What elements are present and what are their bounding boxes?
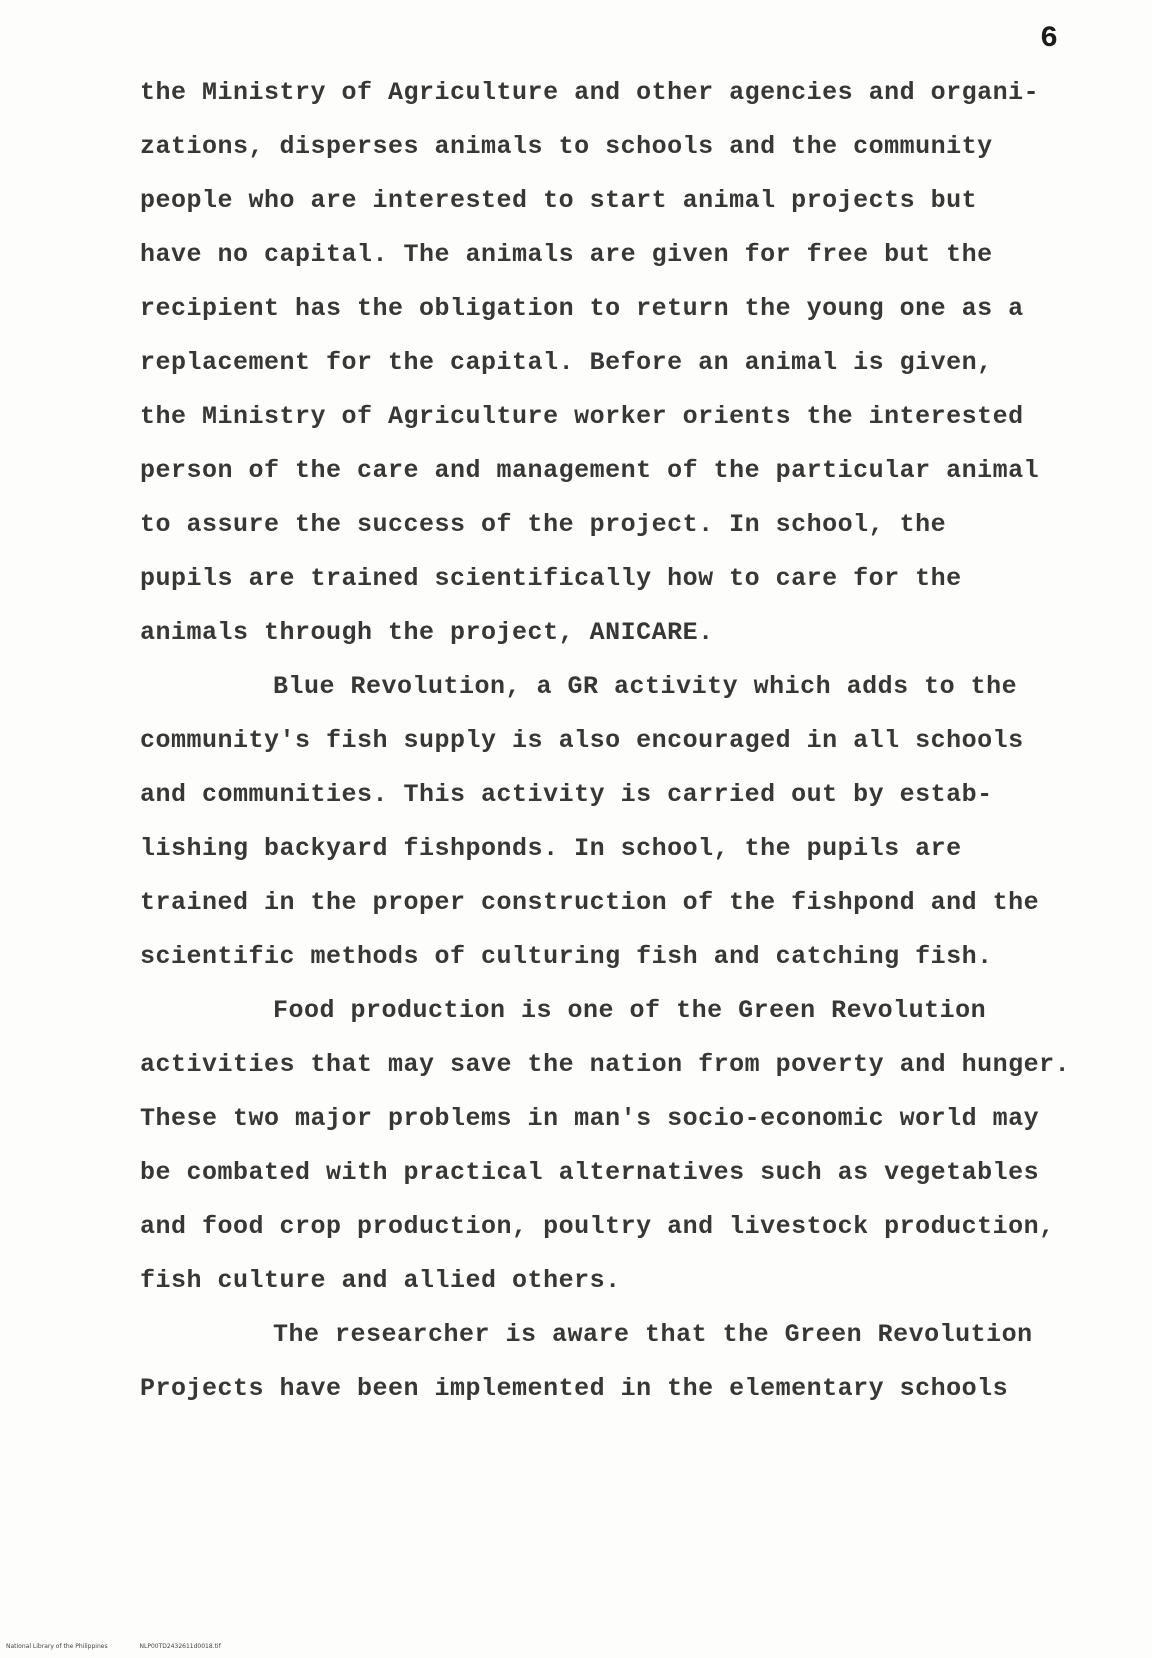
text-line: activities that may save the nation from poverty and hunger. [140,1050,1071,1079]
paragraph-first-line: Food production is one of the Green Revolution [273,996,987,1025]
text-line: community's fish supply is also encouraged in all schools [140,726,1024,755]
text-line: scientific methods of culturing fish and catching fish. [140,942,993,971]
footer-library: National Library of the Philippines [6,1643,108,1650]
text-line: replacement for the capital. Before an animal is given, [140,348,993,377]
text-line: be combated with practical alternatives such as vegetables [140,1158,1040,1187]
text-line: lishing backyard fishponds. In school, the pupils are [140,834,962,863]
text-line: These two major problems in man's socio-economic world may [140,1104,1040,1133]
paragraph-first-line: The researcher is aware that the Green Revolution [273,1320,1033,1349]
text-line: Projects have been implemented in the elementary schools [140,1374,1009,1403]
text-line: pupils are trained scientifically how to care for the [140,564,962,593]
paragraph-first-line: Blue Revolution, a GR activity which adds to the [273,672,1018,701]
text-line: recipient has the obligation to return the young one as a [140,294,1024,323]
text-line: zations, disperses animals to schools and the community [140,132,993,161]
text-line: fish culture and allied others. [140,1266,621,1295]
page-number: 6 [1040,22,1059,56]
text-line: people who are interested to start animal projects but [140,186,978,215]
text-line: and communities. This activity is carried out by estab- [140,780,993,809]
footer-file-id: NLP00TD2432611d0018.tif [139,1643,221,1650]
text-line: have no capital. The animals are given for free but the [140,240,993,269]
text-line: and food crop production, poultry and livestock production, [140,1212,1055,1241]
body-text [140,66,1100,1416]
text-line: person of the care and management of the particular animal [140,456,1040,485]
scan-footer [6,1643,221,1650]
text-line: animals through the project, ANICARE. [140,618,714,647]
text-line: the Ministry of Agriculture and other agencies and organi- [140,78,1040,107]
text-line: the Ministry of Agriculture worker orients the interested [140,402,1024,431]
text-line: trained in the proper construction of the fishpond and the [140,888,1040,917]
text-line: to assure the success of the project. In school, the [140,510,947,539]
